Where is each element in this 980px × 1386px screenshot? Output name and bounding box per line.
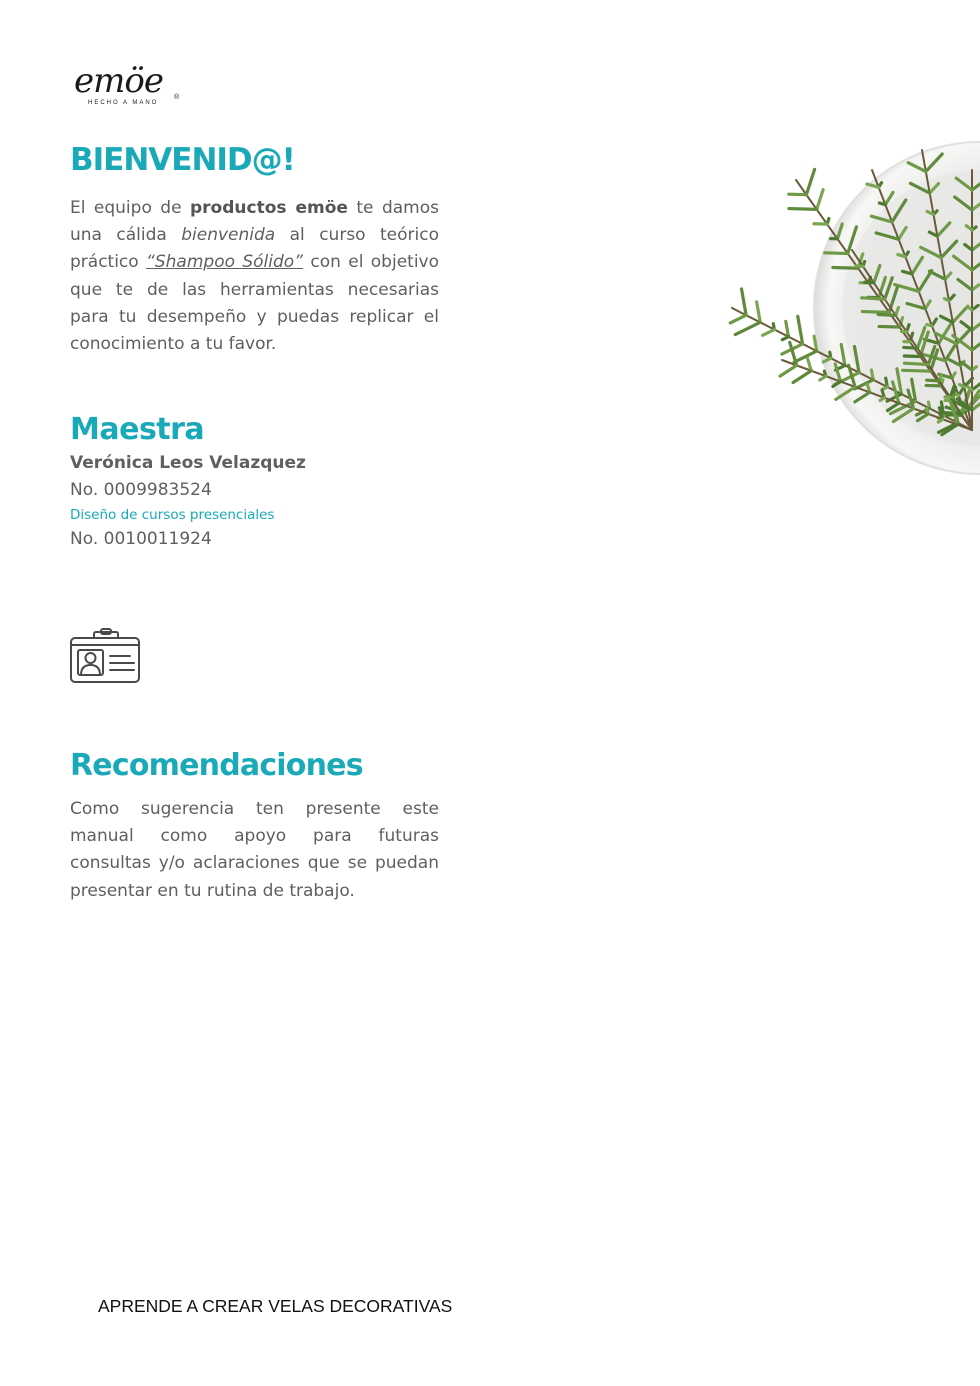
teacher-number-1: No. 0009983524 [70, 480, 212, 500]
teacher-heading: Maestra [70, 412, 205, 447]
brand-name: productos emöe [190, 198, 348, 218]
logo-tagline: HECHO A MANO [88, 100, 159, 106]
rosemary-bowl-image [722, 130, 980, 480]
recommendations-heading: Recomendaciones [70, 748, 363, 783]
welcome-text-1: El equipo de [70, 198, 190, 218]
welcome-text-4: con el objetivo que te de las herramientas necesarias para tu desempeño y puedas replicar el conocimiento a tu favor. [70, 252, 440, 355]
footer-title: APRENDE A CREAR VELAS DECORATIVAS [98, 1296, 453, 1316]
teacher-number-2: No. 0010011924 [70, 529, 212, 549]
welcome-emphasis: bienvenida [181, 225, 276, 246]
welcome-heading: BIENVENID@! [70, 142, 295, 178]
course-name: “Shampoo Sólido” [146, 252, 303, 273]
logo-wordmark: emöe [74, 61, 163, 101]
logo-registered-mark: ® [174, 94, 180, 101]
welcome-text-3: al curso teórico práctico [70, 225, 439, 273]
course-design-label: Diseño de cursos presenciales [70, 507, 275, 523]
teacher-name: Verónica Leos Velazquez [70, 453, 306, 473]
welcome-paragraph [70, 195, 439, 358]
brand-logo [74, 61, 186, 112]
welcome-text-2: te damos una cálida [70, 198, 439, 246]
recommendations-paragraph: Como sugerencia ten presente este manual como apoyo para futuras consultas y/o aclaraciones que se puedan presentar en tu rutina de trabajo. [70, 799, 439, 901]
id-badge-icon [70, 628, 142, 684]
